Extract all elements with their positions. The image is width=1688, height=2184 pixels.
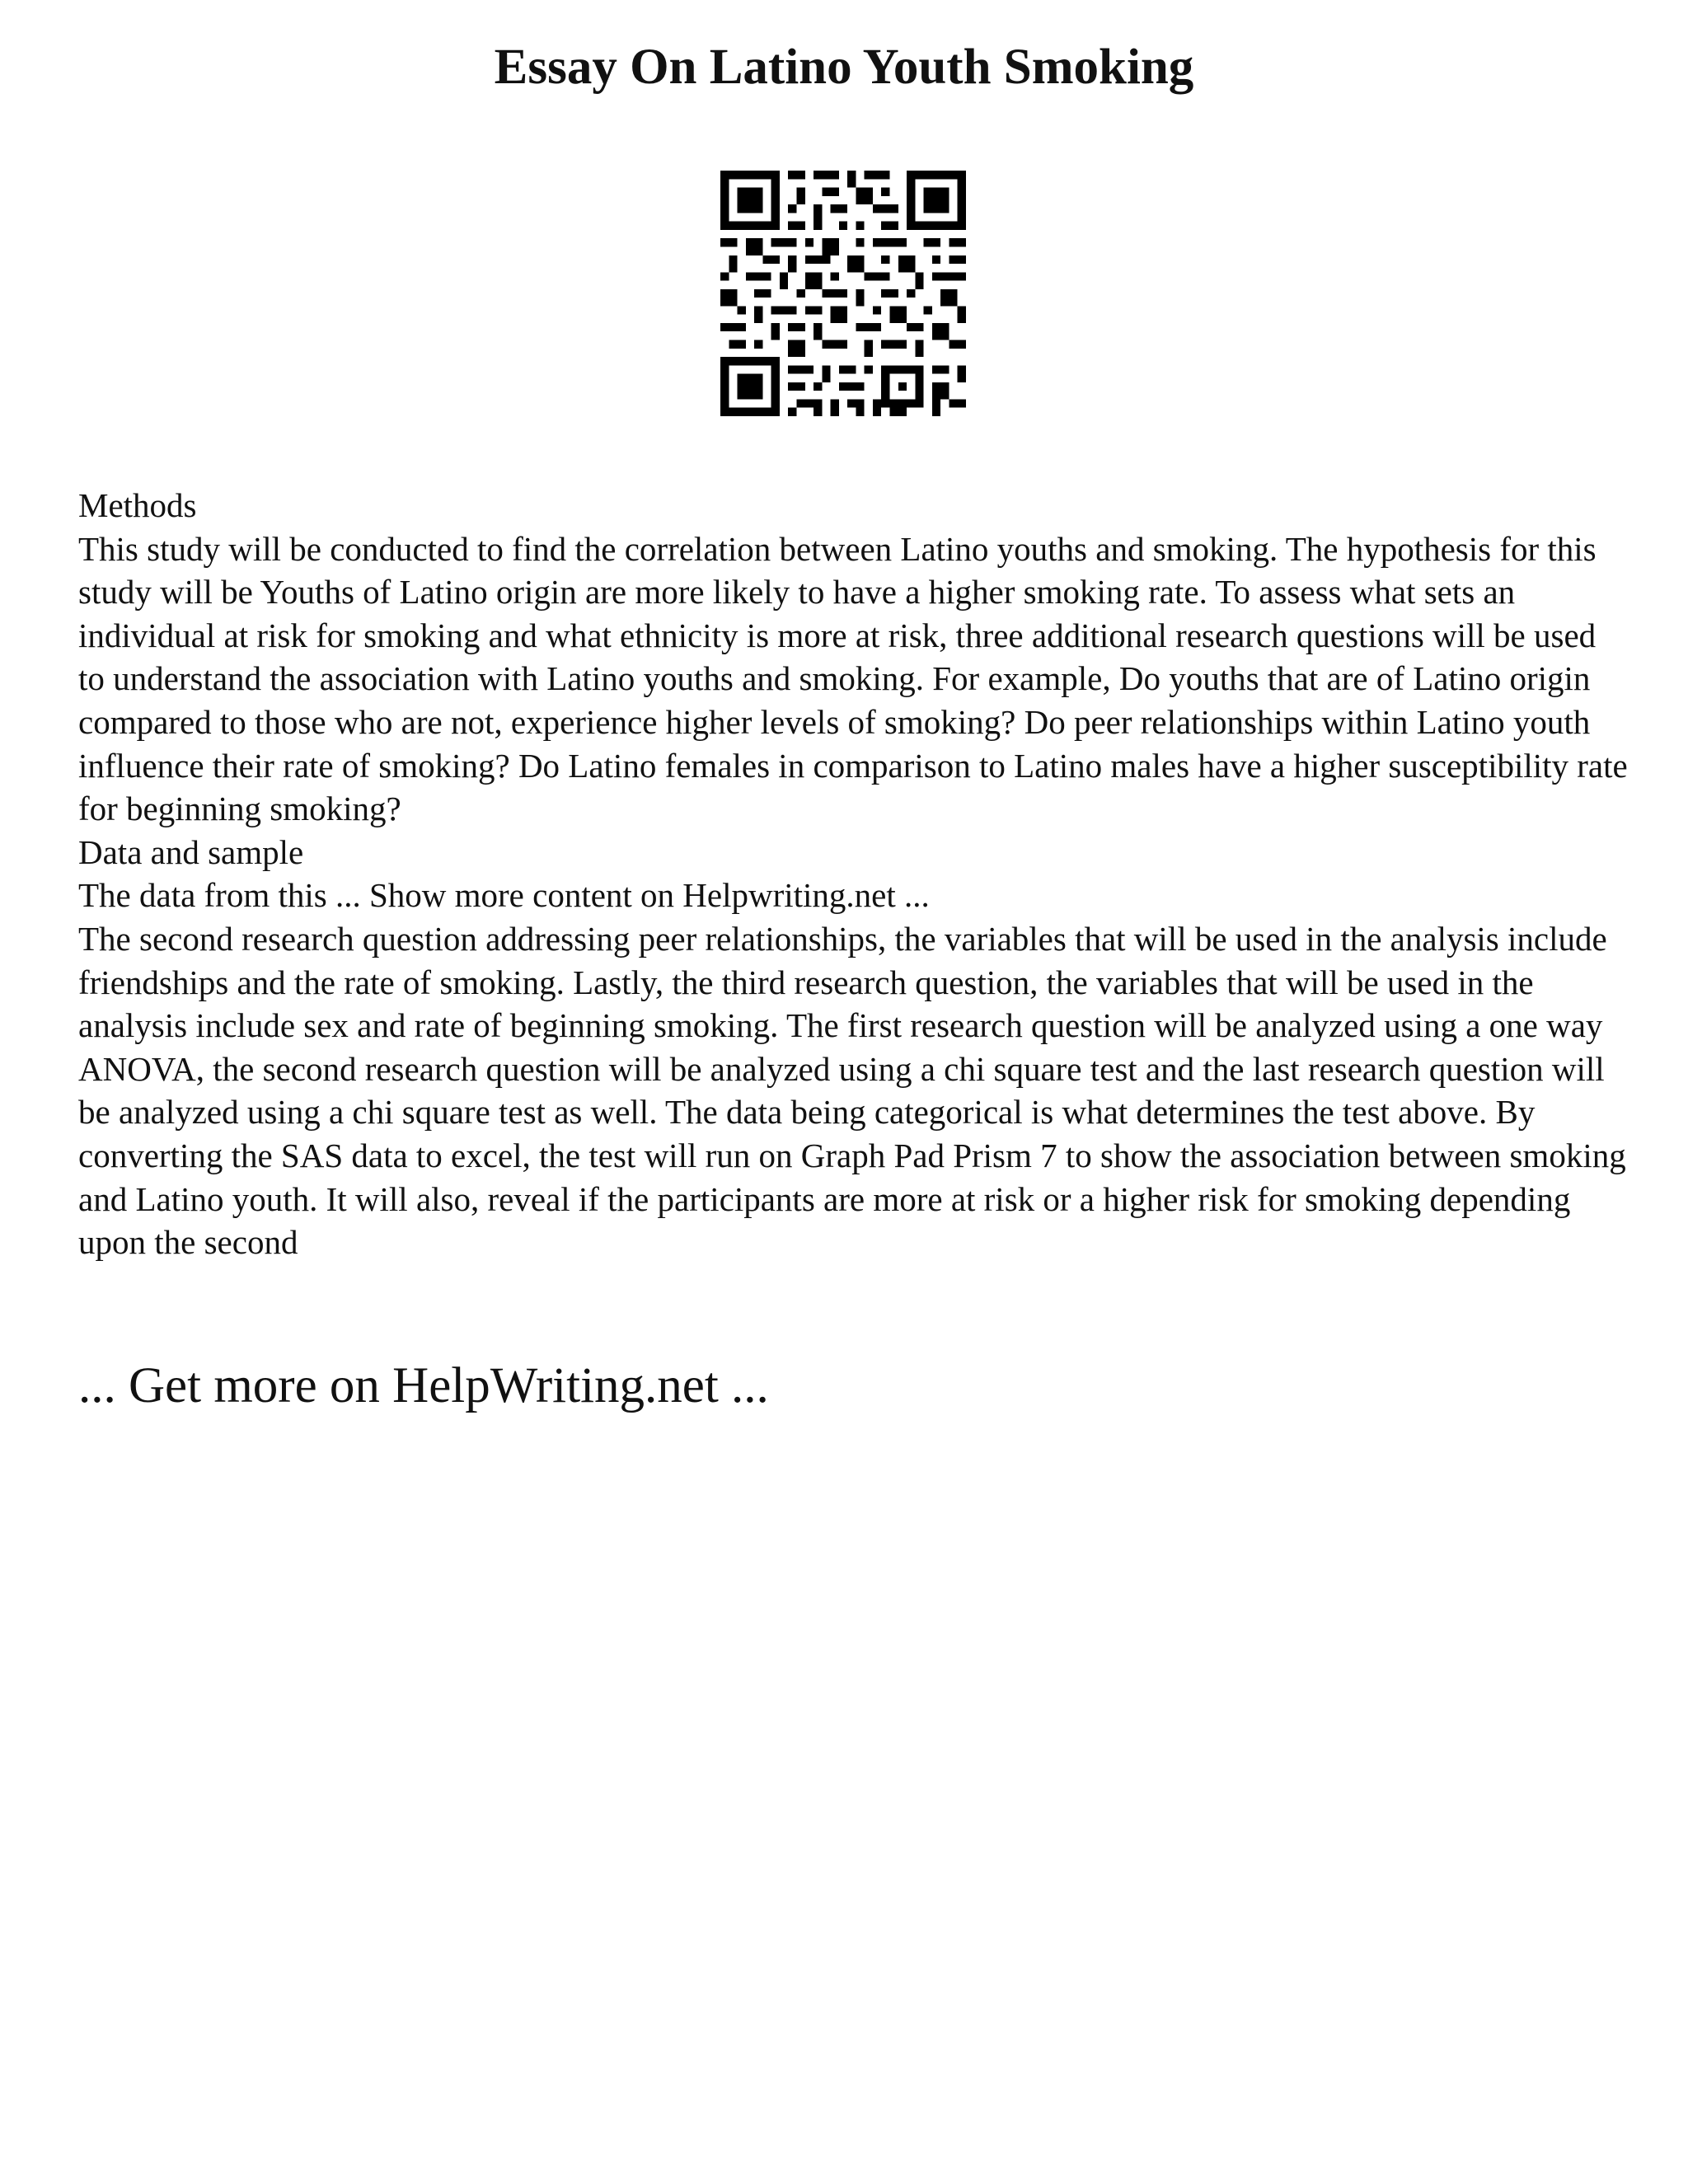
section-heading-methods: Methods	[78, 486, 197, 524]
get-more-link[interactable]: ... Get more on HelpWriting.net ...	[78, 1358, 769, 1413]
essay-paragraph: This study will be conducted to find the correlation between Latino youths and smoking. The hypothesis for this study will be Youths of Latino origin are more likely to have a higher smoking rate. To assess what sets an individual at risk for smoking and what ethnicity is more at risk, three additional research questions will be used to understand the association with Latino youths and smoking. For example, Do youths that are of Latino origin compared to those who are not, experience higher levels of smoking? Do peer relationships within Latino youth influence their rate of smoking? Do Latino females in comparison to Latino males have a higher susceptibility rate for beginning smoking?	[78, 529, 1628, 828]
qr-code-icon	[720, 171, 966, 416]
essay-paragraph: The second research question addressing peer relationships, the variables that will be used in the analysis include friendships and the rate of smoking. Lastly, the third research question, the variables that will be used in the analysis include sex and rate of beginning smoking. The first research question will be analyzed using a one way ANOVA, the second research question will be analyzed using a chi square test and the last research question will be analyzed using a chi square test as well. The data being categorical is what determines the test above. By converting the SAS data to excel, the test will run on Graph Pad Prism 7 to show the association between smoking and Latino youth. It will also, reveal if the participants are more at risk or a higher risk for smoking depending upon the second	[78, 919, 1626, 1262]
section-heading-data-sample: Data and sample	[78, 832, 304, 871]
qr-code-graphic	[720, 171, 966, 416]
essay-body	[78, 484, 1628, 1264]
page-title: Essay On Latino Youth Smoking	[494, 40, 1194, 95]
essay-paragraph: The data from this ... Show more content on Helpwriting.net ...	[78, 876, 930, 915]
